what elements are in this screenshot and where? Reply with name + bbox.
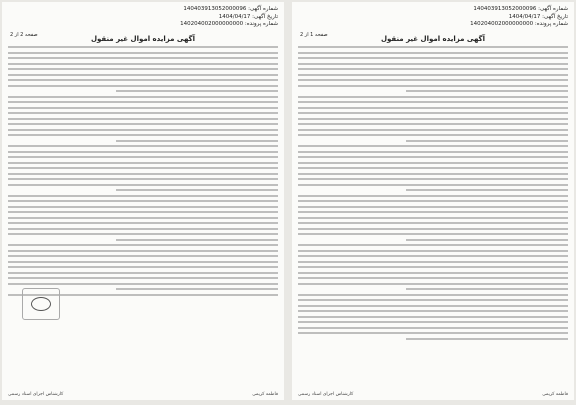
- page-meta: [8, 6, 278, 29]
- text-line-placeholder: [298, 195, 568, 197]
- text-line-placeholder: [298, 118, 568, 120]
- text-line-placeholder: [406, 140, 568, 142]
- text-line-placeholder: [298, 184, 568, 186]
- page-number: صفحه 2 از 2: [10, 32, 38, 38]
- text-line-placeholder: [298, 173, 568, 175]
- text-line-placeholder: [298, 200, 568, 202]
- meta-line: شماره پرونده: 140204002000000000: [180, 21, 278, 27]
- text-line-placeholder: [8, 134, 278, 136]
- text-line-placeholder: [298, 228, 568, 230]
- page-footer: [8, 392, 278, 397]
- text-line-placeholder: [298, 151, 568, 153]
- text-line-placeholder: [298, 63, 568, 65]
- text-line-placeholder: [298, 167, 568, 169]
- text-line-placeholder: [298, 310, 568, 312]
- page-1: [292, 2, 574, 400]
- footer-name: فاطمه کریمی: [252, 392, 278, 397]
- text-line-placeholder: [298, 178, 568, 180]
- text-line-placeholder: [8, 123, 278, 125]
- text-line-placeholder: [298, 272, 568, 274]
- text-line-placeholder: [8, 261, 278, 263]
- meta-line: شماره پرونده: 140204002000000000: [470, 21, 568, 27]
- text-line-placeholder: [8, 266, 278, 268]
- text-line-placeholder: [406, 338, 568, 340]
- page-2: [2, 2, 284, 400]
- meta-line: تاریخ آگهی: 1404/04/17: [508, 13, 568, 20]
- text-line-placeholder: [8, 222, 278, 224]
- text-line-placeholder: [298, 79, 568, 81]
- text-line-placeholder: [298, 217, 568, 219]
- text-line-placeholder: [298, 46, 568, 48]
- text-line-placeholder: [8, 178, 278, 180]
- text-line-placeholder: [298, 134, 568, 136]
- text-line-placeholder: [8, 79, 278, 81]
- text-line-placeholder: [8, 255, 278, 257]
- text-line-placeholder: [298, 57, 568, 59]
- text-line-placeholder: [8, 184, 278, 186]
- text-line-placeholder: [116, 90, 278, 92]
- text-line-placeholder: [8, 151, 278, 153]
- text-line-placeholder: [298, 283, 568, 285]
- page-number: صفحه 1 از 2: [300, 32, 328, 38]
- text-line-placeholder: [298, 107, 568, 109]
- text-line-placeholder: [8, 283, 278, 285]
- meta-line: تاریخ آگهی: 1404/04/17: [218, 13, 278, 20]
- footer-name: فاطمه کریمی: [542, 392, 568, 397]
- text-line-placeholder: [8, 74, 278, 76]
- text-line-placeholder: [8, 52, 278, 54]
- text-line-placeholder: [8, 277, 278, 279]
- text-line-placeholder: [8, 85, 278, 87]
- text-line-placeholder: [8, 195, 278, 197]
- meta-line: شماره آگهی: 140403913052000096: [473, 6, 568, 12]
- text-line-placeholder: [298, 112, 568, 114]
- text-line-placeholder: [298, 244, 568, 246]
- text-line-placeholder: [298, 156, 568, 158]
- text-line-placeholder: [8, 145, 278, 147]
- text-line-placeholder: [298, 85, 568, 87]
- text-line-placeholder: [298, 222, 568, 224]
- text-line-placeholder: [8, 57, 278, 59]
- text-line-placeholder: [8, 129, 278, 131]
- text-line-placeholder: [298, 305, 568, 307]
- text-line-placeholder: [406, 288, 568, 290]
- text-line-placeholder: [8, 167, 278, 169]
- text-line-placeholder: [8, 96, 278, 98]
- text-line-placeholder: [8, 200, 278, 202]
- text-line-placeholder: [116, 239, 278, 241]
- text-line-placeholder: [298, 261, 568, 263]
- text-line-placeholder: [8, 162, 278, 164]
- text-line-placeholder: [8, 228, 278, 230]
- text-line-placeholder: [406, 239, 568, 241]
- text-line-placeholder: [298, 145, 568, 147]
- meta-line: شماره آگهی: 140403913052000096: [183, 6, 278, 12]
- text-line-placeholder: [298, 332, 568, 334]
- text-line-placeholder: [8, 101, 278, 103]
- text-line-placeholder: [8, 217, 278, 219]
- text-line-placeholder: [298, 211, 568, 213]
- text-line-placeholder: [298, 123, 568, 125]
- text-line-placeholder: [298, 327, 568, 329]
- text-line-placeholder: [8, 107, 278, 109]
- body-text-placeholder: [298, 46, 568, 340]
- text-line-placeholder: [8, 244, 278, 246]
- text-line-placeholder: [8, 206, 278, 208]
- text-line-placeholder: [298, 316, 568, 318]
- text-line-placeholder: [298, 101, 568, 103]
- text-line-placeholder: [298, 129, 568, 131]
- text-line-placeholder: [298, 96, 568, 98]
- footer-role: کارشناس اجرای اسناد رسمی: [298, 392, 354, 397]
- text-line-placeholder: [8, 156, 278, 158]
- text-line-placeholder: [298, 162, 568, 164]
- text-line-placeholder: [298, 233, 568, 235]
- text-line-placeholder: [116, 140, 278, 142]
- text-line-placeholder: [298, 74, 568, 76]
- text-line-placeholder: [298, 206, 568, 208]
- text-line-placeholder: [8, 272, 278, 274]
- text-line-placeholder: [406, 189, 568, 191]
- page-meta: [298, 6, 568, 29]
- text-line-placeholder: [298, 321, 568, 323]
- page-title: آگهی مزایده اموال غیر منقول: [380, 34, 486, 43]
- text-line-placeholder: [8, 233, 278, 235]
- signature-image: [22, 288, 60, 320]
- text-line-placeholder: [298, 299, 568, 301]
- text-line-placeholder: [8, 112, 278, 114]
- text-line-placeholder: [8, 173, 278, 175]
- text-line-placeholder: [298, 255, 568, 257]
- text-line-placeholder: [298, 294, 568, 296]
- text-line-placeholder: [8, 250, 278, 252]
- text-line-placeholder: [298, 250, 568, 252]
- text-line-placeholder: [8, 211, 278, 213]
- text-line-placeholder: [8, 46, 278, 48]
- page-title: آگهی مزایده اموال غیر منقول: [90, 34, 196, 43]
- text-line-placeholder: [8, 118, 278, 120]
- text-line-placeholder: [298, 266, 568, 268]
- text-line-placeholder: [298, 68, 568, 70]
- text-line-placeholder: [298, 52, 568, 54]
- footer-role: کارشناس اجرای اسناد رسمی: [8, 392, 64, 397]
- text-line-placeholder: [116, 288, 278, 290]
- page-footer: [298, 392, 568, 397]
- text-line-placeholder: [406, 90, 568, 92]
- text-line-placeholder: [8, 63, 278, 65]
- text-line-placeholder: [8, 68, 278, 70]
- text-line-placeholder: [298, 277, 568, 279]
- text-line-placeholder: [116, 189, 278, 191]
- body-text-placeholder: [8, 46, 278, 296]
